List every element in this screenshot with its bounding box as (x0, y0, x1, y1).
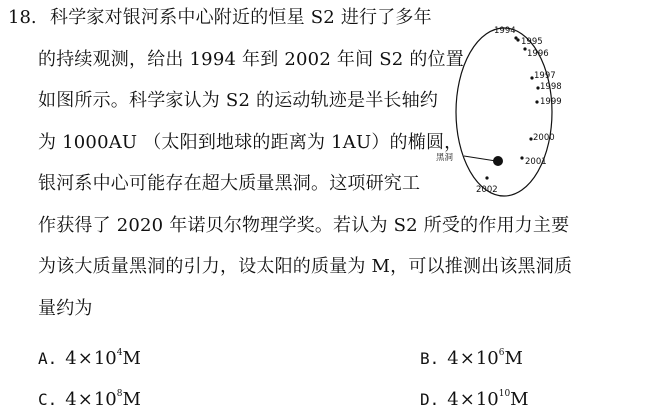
orbit-year-1997: 1997 (534, 71, 556, 81)
option-b[interactable] (420, 341, 523, 371)
option-a-times: × (77, 348, 93, 369)
question-number: 18. (8, 7, 37, 28)
option-b-unit: M (504, 348, 523, 369)
option-d[interactable] (420, 382, 529, 412)
option-b-exp: 6 (498, 348, 505, 358)
orbit-year-2001: 2001 (525, 157, 547, 167)
option-d-exp: 10 (498, 389, 511, 399)
question-line-4: 为 1000AU （太阳到地球的距离为 1AU）的椭圆， (38, 132, 463, 153)
option-c[interactable] (38, 382, 141, 412)
option-b-times: × (459, 348, 475, 369)
orbit-year-2002: 2002 (476, 185, 498, 195)
orbit-point-2001 (520, 156, 523, 159)
orbit-year-1994: 1994 (494, 26, 516, 36)
option-a-letter: A. (38, 349, 58, 368)
orbit-point-2002 (485, 176, 488, 179)
option-c-times: × (77, 389, 93, 410)
orbit-diagram (432, 18, 602, 208)
question-line-3: 如图所示。科学家认为 S2 的运动轨迹是半长轴约 (38, 90, 439, 111)
option-b-base: 10 (475, 348, 499, 369)
option-d-coef: 4 (447, 389, 459, 410)
option-d-base: 10 (475, 389, 499, 410)
question-line-8: 量约为 (38, 298, 93, 319)
orbit-year-1998: 1998 (540, 82, 562, 92)
question-line-5: 银河系中心可能存在超大质量黑洞。这项研究工 (38, 173, 421, 194)
black-hole-label: 黑洞 (436, 153, 454, 163)
question-line-1: 科学家对银河系中心附近的恒星 S2 进行了多年 (50, 7, 432, 28)
option-b-coef: 4 (447, 348, 459, 369)
orbit-year-1996: 1996 (527, 49, 549, 59)
option-d-unit: M (510, 389, 529, 410)
question-line-7: 为该大质量黑洞的引力，设太阳的质量为 M，可以推测出该黑洞质 (38, 256, 573, 277)
option-c-unit: M (122, 389, 141, 410)
orbit-point-1995 (516, 38, 519, 41)
black-hole-dot (493, 156, 503, 166)
option-a-base: 10 (93, 348, 117, 369)
option-d-times: × (459, 389, 475, 410)
question-line-2: 的持续观测，给出 1994 年到 2002 年间 S2 的位置 (38, 49, 464, 70)
option-a-exp: 4 (116, 348, 123, 358)
orbit-year-1995: 1995 (521, 37, 543, 47)
orbit-point-1999 (535, 100, 538, 103)
black-hole-leader-line (464, 156, 496, 161)
option-a[interactable] (38, 341, 141, 371)
orbit-year-1999: 1999 (540, 97, 562, 107)
option-c-coef: 4 (65, 389, 77, 410)
question-line-6: 作获得了 2020 年诺贝尔物理学奖。若认为 S2 所受的作用力主要 (38, 215, 570, 236)
orbit-year-2000: 2000 (533, 133, 555, 143)
option-b-letter: B. (420, 349, 440, 368)
option-c-base: 10 (93, 389, 117, 410)
option-c-letter: C. (38, 390, 58, 409)
option-a-coef: 4 (65, 348, 77, 369)
option-a-unit: M (122, 348, 141, 369)
option-d-letter: D. (420, 390, 440, 409)
option-c-exp: 8 (116, 389, 123, 399)
